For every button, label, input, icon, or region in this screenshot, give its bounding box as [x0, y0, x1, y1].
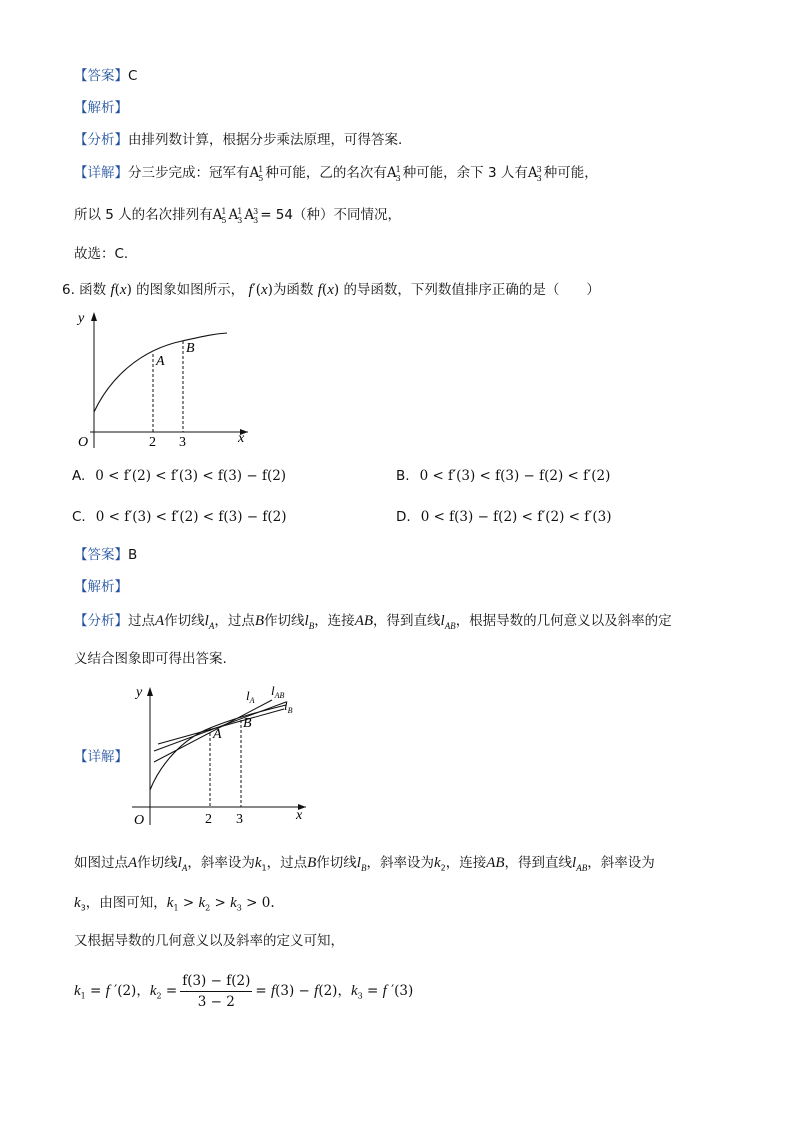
fenxi-text: 作切线	[164, 613, 205, 629]
detail-text: ，连接	[445, 855, 487, 871]
analysis-tag-2: 【解析】	[74, 579, 128, 595]
fenxi-text: ，根据导数的几何意义以及斜率的定	[455, 613, 672, 629]
math-a51: A 1 5	[249, 164, 264, 183]
math-a33: A 3 3	[527, 164, 542, 183]
x-axis-label: x	[238, 431, 245, 446]
fenxi-text: ，过点	[214, 613, 255, 629]
stem-text: 的导函数，下列数值排序正确的是（ ）	[343, 282, 600, 298]
y-axis-label-2: y	[136, 685, 143, 700]
detail-line	[74, 164, 598, 183]
detail-line-3: 又根据导数的几何意义以及斜率的定义可知，	[74, 933, 344, 949]
option-b-text: 0 < f′(3) < f(3) − f(2) < f′(2)	[419, 468, 611, 484]
formula-line: $k_1 = f$ ′(2)，$k_2$ = $\frac{f(3) - f(2)}{3 - 2}$ = f(3) − f(2)，$k_3 = f$ ′(3)	[74, 973, 414, 1010]
slope-fraction: $\frac{f(3) - f(2)}{3 - 2}$	[182, 973, 251, 1010]
tick-2: 2	[149, 435, 156, 450]
y-axis-label: y	[78, 311, 85, 326]
detail-text: 种可能，余下 3 人有	[402, 165, 528, 181]
question-stem: 6. 函数 f(x) 的图象如图所示， f′(x)为函数 f(x) 的导函数，下列数值排序正确的是（ ）	[62, 282, 600, 298]
fenxi-text: ，得到直线	[373, 613, 441, 629]
origin-label-2: O	[134, 813, 145, 828]
option-c[interactable]	[72, 509, 287, 525]
detail-text: 作切线	[316, 855, 357, 871]
detail-text: ，斜率设为	[587, 855, 655, 871]
option-a-label: A.	[72, 468, 86, 484]
fenxi-text: 由排列数计算，根据分步乘法原理，可得答案.	[128, 132, 403, 148]
option-b[interactable]	[396, 468, 610, 484]
secant-ab-label: $l_{AB}$	[271, 683, 285, 700]
detail-text: 分三步完成：冠军有	[128, 165, 250, 181]
fenxi-line-2b: 义结合图象即可得出答案.	[74, 651, 227, 667]
fenxi-line-2: 【分析】过点A作切线$l_A$，过点B作切线$l_B$，连接AB，得到直线$l_{AB}$，根据导数的几何意义以及斜率的定	[74, 613, 672, 631]
tangent-a-label: $l_A$	[246, 688, 255, 705]
detail-tag-2: 【详解】	[74, 749, 128, 765]
option-d-text: 0 < f(3) − f(2) < f′(2) < f′(3)	[420, 509, 612, 525]
fenxi-line	[74, 131, 402, 149]
math-product: A 1 5 A 1 3 A 3 3	[212, 206, 259, 225]
tick-3-b: 3	[236, 812, 243, 827]
option-c-text: 0 < f′(3) < f′(2) < f(3) − f(2)	[95, 509, 287, 525]
option-a-text: 0 < f′(2) < f′(3) < f(3) − f(2)	[95, 468, 287, 484]
detail-line-2: $k_3$，由图可知，$k_1 > k_2 > k_3 > 0$.	[74, 895, 275, 913]
detail-text: ，得到直线	[504, 855, 573, 871]
answer-line-2	[74, 546, 137, 564]
tick-2-b: 2	[205, 812, 212, 827]
tick-3: 3	[179, 435, 186, 450]
fenxi-text: ，连接	[314, 613, 355, 629]
answer-value: C	[128, 68, 138, 84]
tangent-b-label: $l_B$	[284, 698, 293, 715]
count-text: 所以 5 人的名次排列有	[74, 207, 213, 223]
fenxi-tag-2: 【分析】	[74, 613, 128, 629]
point-b-label-2: B	[243, 716, 252, 731]
detail-text: ，斜率设为	[187, 855, 255, 871]
choice-line: 故选：C.	[74, 246, 129, 262]
stem-text: 为函数	[272, 282, 314, 298]
stem-text: 的图象如图所示，	[136, 282, 245, 298]
analysis-tag: 【解析】	[74, 100, 128, 116]
math-a31: A 1 3	[386, 164, 401, 183]
tangent-graph	[124, 683, 324, 828]
detail-text: ，斜率设为	[366, 855, 434, 871]
count-text: = 54（种）不同情况，	[260, 207, 401, 223]
option-c-label: C.	[72, 509, 86, 525]
detail-tag: 【详解】	[74, 165, 128, 181]
detail-text: 如图过点	[74, 855, 128, 871]
fenxi-tag: 【分析】	[74, 132, 128, 148]
math-fx: f	[110, 282, 115, 298]
answer-value-2: B	[128, 547, 138, 563]
option-b-label: B.	[396, 468, 410, 484]
fenxi-text: 过点	[128, 613, 155, 629]
answer-tag: 【答案】	[74, 68, 128, 84]
detail-text: 种可能，	[543, 165, 598, 181]
point-a-label-2: A	[213, 727, 222, 742]
answer-tag-2: 【答案】	[74, 547, 128, 563]
function-graph	[70, 308, 260, 454]
stem-text: 6. 函数	[62, 282, 107, 298]
detail-text: ，过点	[266, 855, 308, 871]
option-d-label: D.	[396, 509, 411, 525]
math-fpx: f	[248, 282, 253, 298]
detail-text: 作切线	[137, 855, 178, 871]
detail-text: 种可能，乙的名次有	[265, 165, 387, 181]
x-axis-label-2: x	[296, 808, 303, 823]
count-line	[74, 206, 401, 225]
point-a-label: A	[156, 354, 165, 369]
fenxi-text: 作切线	[264, 613, 305, 629]
option-d[interactable]	[396, 509, 611, 525]
math-inequality: $k_1 > k_2 > k_3 > 0$.	[166, 895, 275, 913]
point-b-label: B	[186, 341, 195, 356]
answer-line	[74, 67, 137, 85]
detail-line-1: 如图过点A作切线$l_A$，斜率设为$k_1$，过点B作切线$l_B$，斜率设为$k_2$，连接AB，得到直线$l_{AB}$，斜率设为	[74, 855, 655, 873]
detail-text: ，由图可知，	[85, 895, 167, 911]
option-a[interactable]	[72, 468, 286, 484]
origin-label: O	[78, 435, 89, 450]
